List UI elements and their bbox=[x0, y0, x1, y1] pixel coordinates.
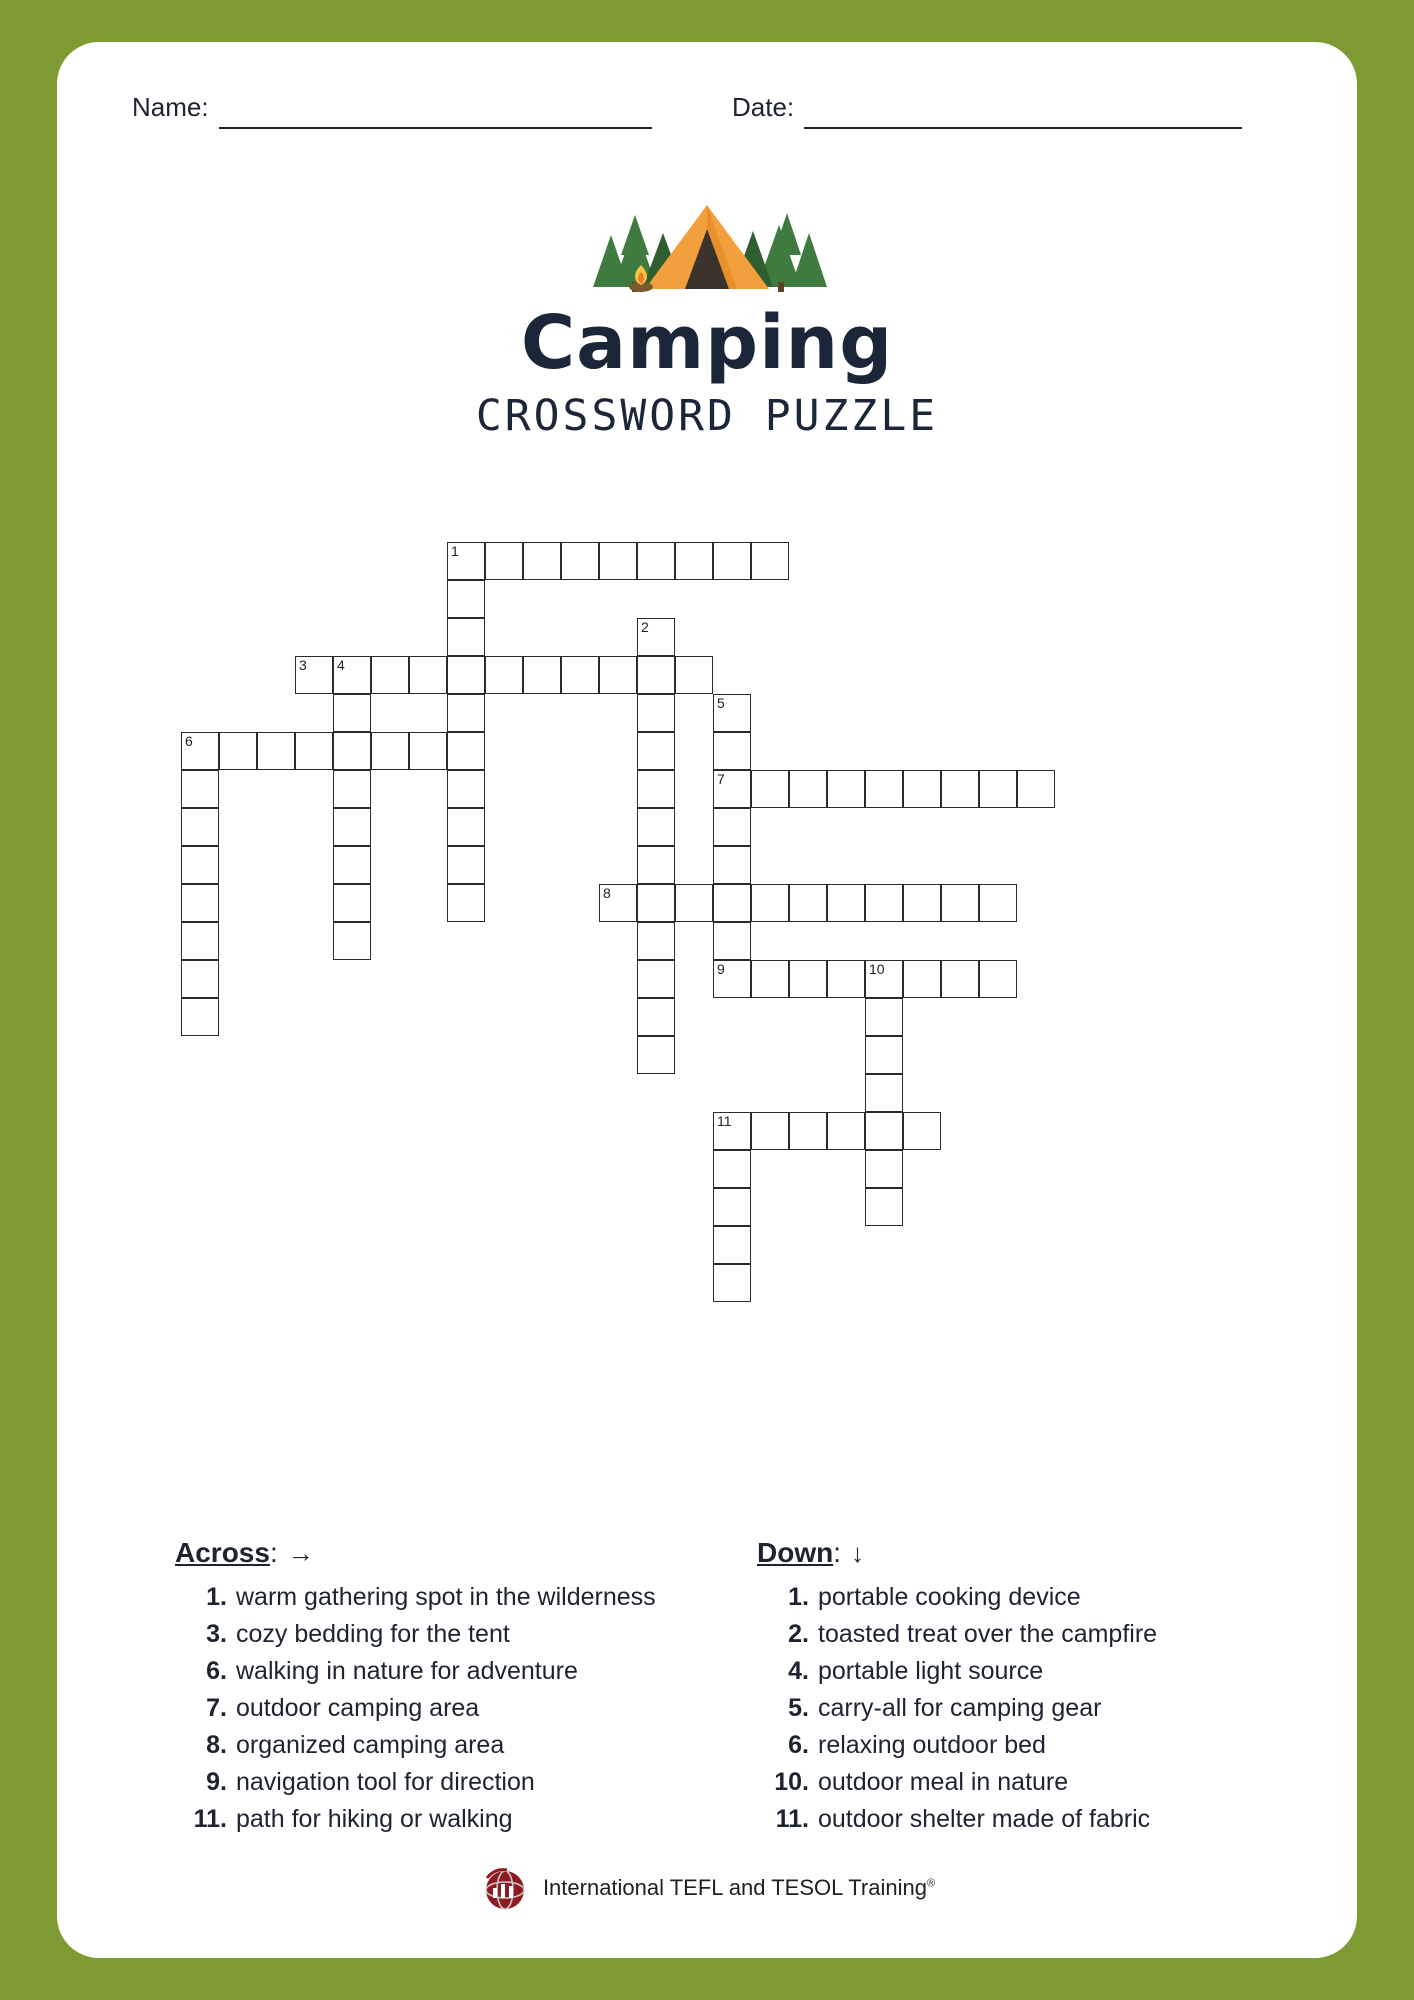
clue-number: 1. bbox=[206, 1583, 227, 1611]
clue-number: 6. bbox=[788, 1731, 809, 1759]
crossword-cell[interactable] bbox=[447, 884, 485, 922]
clue-text: portable light source bbox=[818, 1657, 1044, 1685]
crossword-cell[interactable] bbox=[751, 1112, 789, 1150]
clue-text: outdoor shelter made of fabric bbox=[818, 1805, 1151, 1833]
crossword-cell[interactable] bbox=[523, 542, 561, 580]
clue-text: outdoor meal in nature bbox=[818, 1768, 1069, 1796]
arrow-right-icon: → bbox=[287, 1538, 314, 1568]
date-label: Date: bbox=[732, 92, 795, 122]
crossword-cell[interactable] bbox=[713, 770, 751, 808]
crossword-cell[interactable] bbox=[637, 884, 675, 922]
clue-item bbox=[175, 1727, 695, 1764]
clue-item bbox=[175, 1579, 695, 1616]
clues-down-list bbox=[757, 1579, 1277, 1838]
crossword-cell[interactable] bbox=[333, 922, 371, 960]
crossword-cell[interactable] bbox=[181, 884, 219, 922]
crossword-cell[interactable] bbox=[599, 656, 637, 694]
crossword-cell[interactable] bbox=[219, 732, 257, 770]
crossword-cell[interactable] bbox=[561, 542, 599, 580]
crossword-cell[interactable] bbox=[751, 884, 789, 922]
clue-item bbox=[175, 1616, 695, 1653]
itt-logo-icon bbox=[479, 1864, 531, 1912]
clues-across-heading bbox=[175, 1537, 695, 1569]
clues-across-list bbox=[175, 1579, 695, 1838]
crossword-cell[interactable] bbox=[561, 656, 599, 694]
clue-item bbox=[175, 1690, 695, 1727]
crossword-cell[interactable] bbox=[789, 960, 827, 998]
crossword-cell[interactable] bbox=[713, 808, 751, 846]
crossword-cell[interactable] bbox=[789, 884, 827, 922]
crossword-cell[interactable] bbox=[181, 770, 219, 808]
clue-text: outdoor camping area bbox=[236, 1694, 480, 1722]
clue-number: 1. bbox=[788, 1583, 809, 1611]
crossword-cell[interactable] bbox=[1017, 770, 1055, 808]
clue-item bbox=[757, 1764, 1277, 1801]
crossword-cell[interactable] bbox=[675, 542, 713, 580]
crossword-cell[interactable] bbox=[751, 960, 789, 998]
crossword-cell-number: 3 bbox=[299, 657, 307, 673]
crossword-cell[interactable] bbox=[941, 960, 979, 998]
title-block bbox=[57, 177, 1357, 441]
crossword-cell-number: 6 bbox=[185, 733, 193, 749]
crossword-cell[interactable] bbox=[333, 808, 371, 846]
crossword-cell[interactable] bbox=[979, 960, 1017, 998]
clue-number: 5. bbox=[788, 1694, 809, 1722]
crossword-cell[interactable] bbox=[713, 884, 751, 922]
across-heading-colon: : bbox=[269, 1537, 278, 1568]
clue-item bbox=[757, 1801, 1277, 1838]
tent-with-trees-icon bbox=[577, 177, 837, 295]
crossword-cell[interactable] bbox=[637, 542, 675, 580]
crossword-cell[interactable] bbox=[333, 846, 371, 884]
crossword-cell[interactable] bbox=[181, 846, 219, 884]
crossword-cell[interactable] bbox=[447, 656, 485, 694]
crossword-cell-number: 9 bbox=[717, 961, 725, 977]
clue-item bbox=[757, 1727, 1277, 1764]
crossword-cell[interactable] bbox=[865, 770, 903, 808]
crossword-cell[interactable] bbox=[751, 542, 789, 580]
footer-brand: International TEFL and TESOL Training bbox=[542, 1875, 927, 1900]
clue-text: walking in nature for adventure bbox=[236, 1657, 578, 1685]
crossword-cell[interactable] bbox=[903, 770, 941, 808]
clue-item bbox=[757, 1690, 1277, 1727]
crossword-cell[interactable] bbox=[979, 770, 1017, 808]
across-heading-word: Across bbox=[175, 1537, 270, 1568]
clue-number: 7. bbox=[206, 1694, 227, 1722]
crossword-cell[interactable] bbox=[789, 1112, 827, 1150]
crossword-grid[interactable] bbox=[57, 542, 1357, 1502]
crossword-cell[interactable] bbox=[637, 846, 675, 884]
crossword-cell[interactable] bbox=[447, 618, 485, 656]
clues-down bbox=[757, 1537, 1277, 1838]
crossword-cell[interactable] bbox=[865, 1150, 903, 1188]
date-input-line[interactable] bbox=[804, 93, 1242, 129]
crossword-cell[interactable] bbox=[713, 922, 751, 960]
crossword-cell[interactable] bbox=[637, 1036, 675, 1074]
crossword-cell[interactable] bbox=[447, 808, 485, 846]
crossword-cell[interactable] bbox=[865, 998, 903, 1036]
crossword-cell[interactable] bbox=[903, 960, 941, 998]
crossword-cell[interactable] bbox=[865, 1074, 903, 1112]
crossword-cell[interactable] bbox=[713, 542, 751, 580]
crossword-cell[interactable] bbox=[675, 884, 713, 922]
clue-text: cozy bedding for the tent bbox=[236, 1620, 510, 1648]
crossword-cell-number: 5 bbox=[717, 695, 725, 711]
crossword-cell[interactable] bbox=[789, 770, 827, 808]
clue-number: 9. bbox=[206, 1768, 227, 1796]
clue-number: 11. bbox=[193, 1805, 227, 1833]
crossword-cell[interactable] bbox=[941, 884, 979, 922]
clue-number: 4. bbox=[788, 1657, 809, 1685]
clue-item bbox=[175, 1653, 695, 1690]
down-heading-colon: : bbox=[833, 1537, 841, 1568]
crossword-cell[interactable] bbox=[637, 960, 675, 998]
clue-text: relaxing outdoor bed bbox=[818, 1731, 1046, 1759]
clue-item bbox=[175, 1764, 695, 1801]
crossword-cell[interactable] bbox=[713, 1150, 751, 1188]
clue-text: carry-all for camping gear bbox=[818, 1694, 1102, 1722]
clue-number: 2. bbox=[788, 1620, 809, 1648]
crossword-cell-number: 1 bbox=[451, 543, 459, 559]
crossword-cell[interactable] bbox=[713, 732, 751, 770]
crossword-cell[interactable] bbox=[865, 960, 903, 998]
clue-item bbox=[757, 1579, 1277, 1616]
clues-down-heading bbox=[757, 1537, 1277, 1569]
name-date-row bbox=[57, 42, 1357, 142]
crossword-cell-number: 8 bbox=[603, 885, 611, 901]
crossword-cell-number: 4 bbox=[337, 657, 345, 673]
crossword-cell[interactable] bbox=[181, 998, 219, 1036]
crossword-cell[interactable] bbox=[181, 960, 219, 998]
crossword-cell[interactable] bbox=[827, 960, 865, 998]
crossword-cell[interactable] bbox=[903, 884, 941, 922]
clue-text: path for hiking or walking bbox=[236, 1805, 513, 1833]
crossword-cell[interactable] bbox=[637, 808, 675, 846]
crossword-cell[interactable] bbox=[295, 732, 333, 770]
crossword-cell[interactable] bbox=[409, 656, 447, 694]
crossword-cell[interactable] bbox=[637, 998, 675, 1036]
crossword-cell[interactable] bbox=[295, 656, 333, 694]
clue-number: 11. bbox=[775, 1805, 809, 1833]
clue-item bbox=[175, 1801, 695, 1838]
crossword-cell-number: 2 bbox=[641, 619, 649, 635]
footer bbox=[57, 1864, 1357, 1912]
clue-number: 6. bbox=[206, 1657, 227, 1685]
crossword-cell[interactable] bbox=[713, 1264, 751, 1302]
clue-text: warm gathering spot in the wilderness bbox=[236, 1583, 656, 1611]
name-input-line[interactable] bbox=[219, 93, 652, 129]
name-field[interactable] bbox=[132, 92, 652, 129]
crossword-cell[interactable] bbox=[751, 770, 789, 808]
clue-text: navigation tool for direction bbox=[236, 1768, 535, 1796]
footer-text bbox=[543, 1875, 935, 1901]
crossword-cell[interactable] bbox=[941, 770, 979, 808]
crossword-cell[interactable] bbox=[181, 808, 219, 846]
crossword-cell[interactable] bbox=[333, 770, 371, 808]
crossword-cell[interactable] bbox=[637, 694, 675, 732]
crossword-cell[interactable] bbox=[713, 1112, 751, 1150]
crossword-cell[interactable] bbox=[903, 1112, 941, 1150]
page-title: Camping bbox=[520, 300, 894, 386]
name-label: Name: bbox=[132, 92, 209, 122]
clues-across bbox=[175, 1537, 695, 1838]
clue-number: 3. bbox=[206, 1620, 227, 1648]
crossword-cell[interactable] bbox=[637, 732, 675, 770]
crossword-cell[interactable] bbox=[485, 542, 523, 580]
clue-text: organized camping area bbox=[236, 1731, 505, 1759]
crossword-cell[interactable] bbox=[637, 618, 675, 656]
crossword-cell[interactable] bbox=[447, 846, 485, 884]
down-heading-word: Down bbox=[757, 1537, 834, 1568]
crossword-cell[interactable] bbox=[713, 846, 751, 884]
crossword-cell[interactable] bbox=[713, 694, 751, 732]
crossword-cell[interactable] bbox=[371, 732, 409, 770]
crossword-cell-number: 10 bbox=[869, 961, 885, 977]
arrow-down-icon: ↓ bbox=[851, 1538, 864, 1568]
crossword-cell-number: 11 bbox=[717, 1113, 732, 1129]
crossword-cell[interactable] bbox=[865, 884, 903, 922]
crossword-cell[interactable] bbox=[865, 1188, 903, 1226]
crossword-cell[interactable] bbox=[637, 922, 675, 960]
crossword-cell[interactable] bbox=[675, 656, 713, 694]
crossword-cell-number: 7 bbox=[717, 771, 725, 787]
crossword-cell[interactable] bbox=[257, 732, 295, 770]
crossword-cell[interactable] bbox=[333, 884, 371, 922]
crossword-cell[interactable] bbox=[713, 960, 751, 998]
crossword-cell[interactable] bbox=[485, 656, 523, 694]
crossword-cell[interactable] bbox=[333, 732, 371, 770]
crossword-cell[interactable] bbox=[447, 732, 485, 770]
crossword-cell[interactable] bbox=[333, 694, 371, 732]
clue-item bbox=[757, 1653, 1277, 1690]
crossword-cell[interactable] bbox=[827, 770, 865, 808]
clue-text: toasted treat over the campfire bbox=[818, 1620, 1158, 1648]
crossword-cell[interactable] bbox=[865, 1036, 903, 1074]
crossword-cell[interactable] bbox=[447, 580, 485, 618]
clue-item bbox=[757, 1616, 1277, 1653]
crossword-cell[interactable] bbox=[371, 656, 409, 694]
crossword-cell[interactable] bbox=[827, 1112, 865, 1150]
clue-text: portable cooking device bbox=[818, 1583, 1081, 1611]
date-field[interactable] bbox=[732, 92, 1242, 129]
crossword-cell[interactable] bbox=[599, 542, 637, 580]
crossword-cell[interactable] bbox=[181, 922, 219, 960]
crossword-cell[interactable] bbox=[523, 656, 561, 694]
crossword-cell[interactable] bbox=[447, 694, 485, 732]
crossword-cell[interactable] bbox=[599, 884, 637, 922]
crossword-cell[interactable] bbox=[333, 656, 371, 694]
crossword-cell[interactable] bbox=[713, 1188, 751, 1226]
crossword-cell[interactable] bbox=[181, 732, 219, 770]
footer-trademark: ® bbox=[926, 1877, 936, 1890]
crossword-cell[interactable] bbox=[713, 1226, 751, 1264]
crossword-cell[interactable] bbox=[409, 732, 447, 770]
crossword-cell[interactable] bbox=[637, 770, 675, 808]
clue-number: 8. bbox=[206, 1731, 227, 1759]
page-subtitle: CROSSWORD PUZZLE bbox=[475, 390, 939, 441]
crossword-cell[interactable] bbox=[447, 770, 485, 808]
crossword-cell[interactable] bbox=[979, 884, 1017, 922]
crossword-cell[interactable] bbox=[637, 656, 675, 694]
worksheet-sheet bbox=[57, 42, 1357, 1958]
clue-number: 10. bbox=[774, 1768, 809, 1796]
crossword-cell[interactable] bbox=[865, 1112, 903, 1150]
crossword-cell[interactable] bbox=[447, 542, 485, 580]
crossword-cell[interactable] bbox=[827, 884, 865, 922]
